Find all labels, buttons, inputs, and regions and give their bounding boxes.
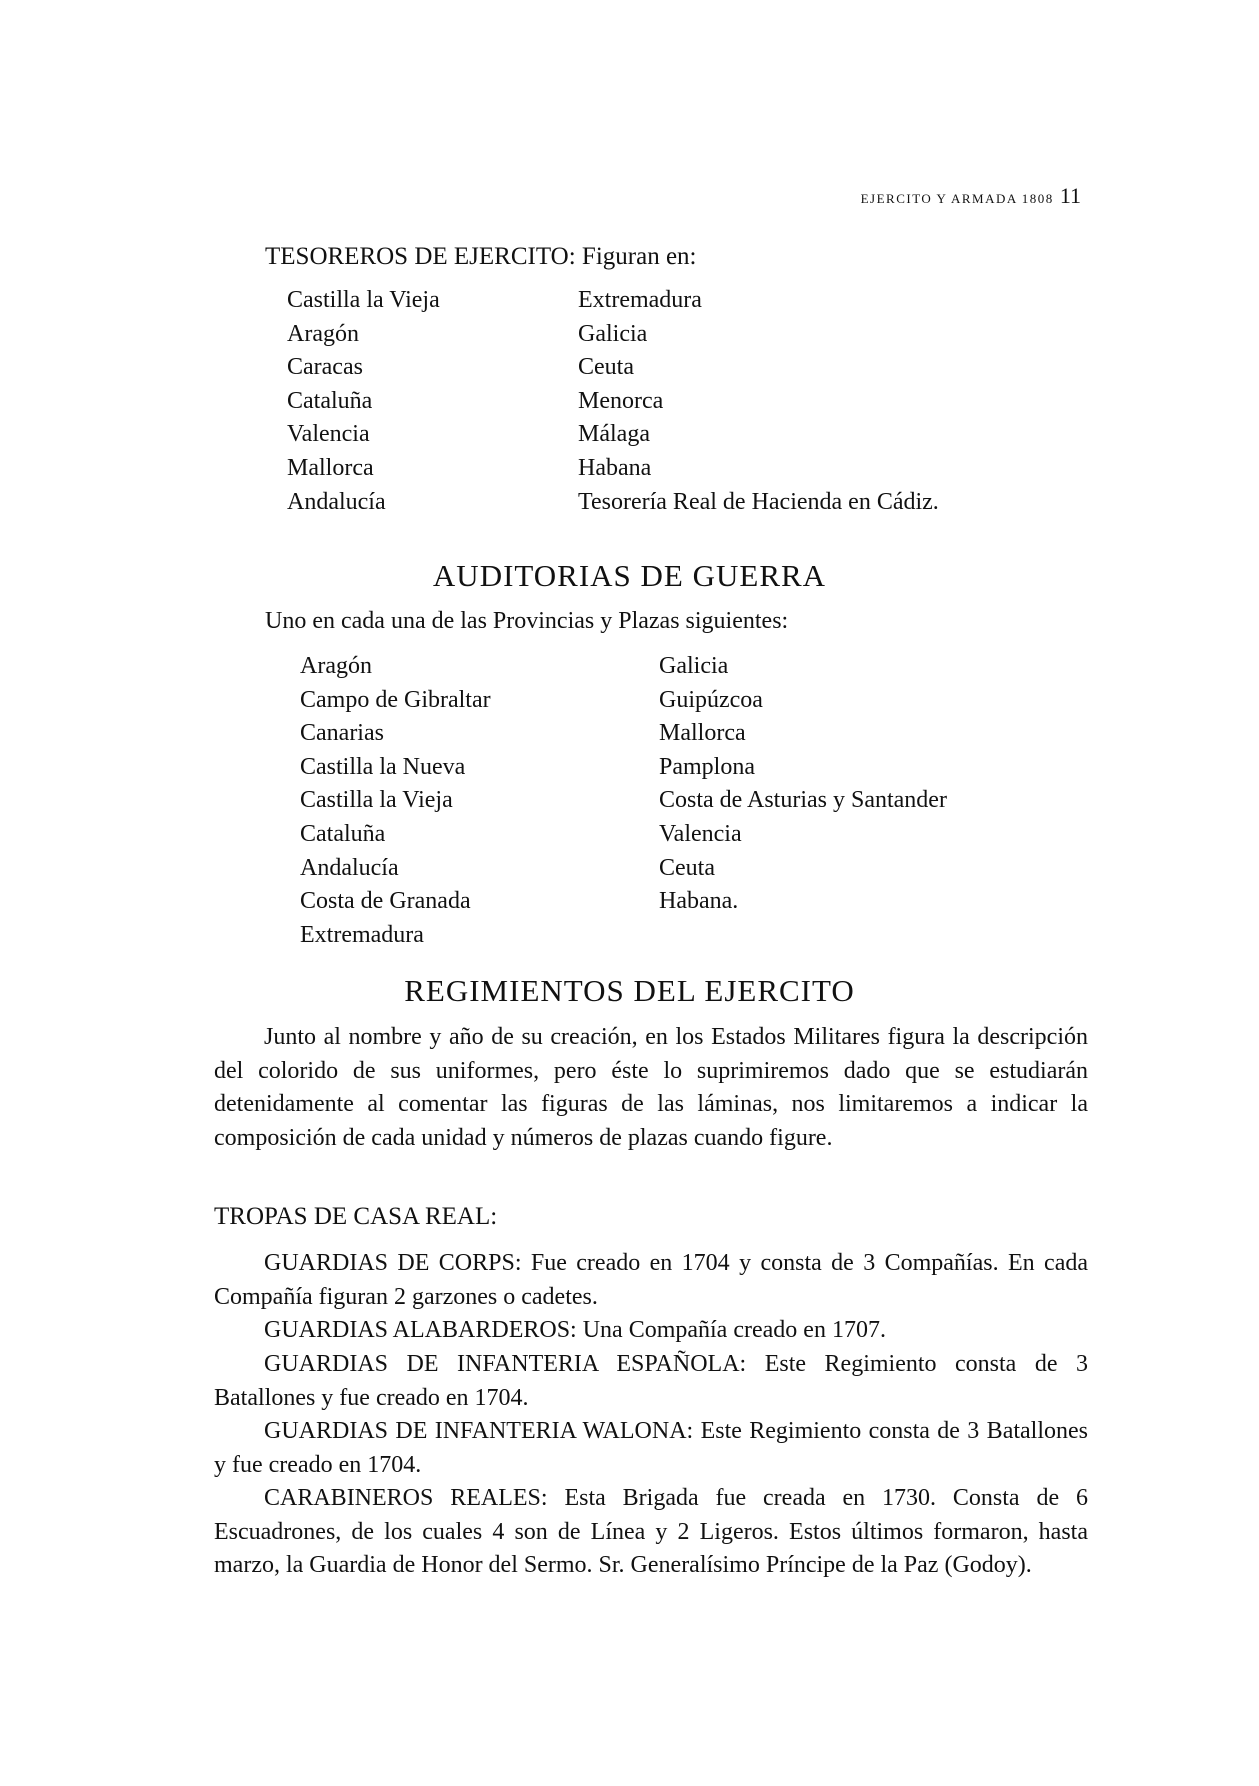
list-item: Andalucía	[287, 488, 386, 515]
entry-text: GUARDIAS DE INFANTERIA ESPAÑOLA: Este Regimiento consta de 3 Batallones y fue creado en 1704.	[214, 1351, 1088, 1411]
list-item: Extremadura	[578, 287, 702, 313]
list-item: Castilla la Nueva	[300, 753, 466, 780]
tropas-entry	[214, 1482, 1088, 1583]
tropas-entry	[214, 1348, 1088, 1415]
regimientos-paragraph	[214, 1021, 1088, 1155]
list-item: Aragón	[300, 653, 372, 679]
tropas-entry	[214, 1314, 1088, 1348]
list-item: Castilla la Vieja	[300, 787, 453, 814]
entry-text: GUARDIAS DE INFANTERIA WALONA: Este Regimiento consta de 3 Batallones y fue creado en 1704.	[214, 1418, 1088, 1478]
tropas-heading: TROPAS DE CASA REAL:	[214, 1203, 498, 1230]
list-item: Extremadura	[300, 921, 424, 948]
list-item: Habana	[578, 454, 652, 481]
list-item: Caracas	[287, 354, 363, 381]
list-item: Galicia	[659, 653, 729, 679]
list-item: Valencia	[287, 421, 370, 448]
list-item: Cataluña	[287, 387, 373, 414]
tesoreros-column-2	[578, 284, 939, 519]
list-item: Ceuta	[578, 354, 634, 381]
auditorias-column-1	[300, 650, 491, 952]
auditorias-intro: Uno en cada una de las Provincias y Plazas siguientes:	[265, 608, 789, 634]
entry-text: GUARDIAS ALABARDEROS: Una Compañía creado en 1707.	[264, 1317, 886, 1343]
page-number: 11	[1059, 183, 1081, 208]
list-item: Ceuta	[659, 854, 715, 881]
auditorias-title: AUDITORIAS DE GUERRA	[432, 558, 827, 593]
list-item: Galicia	[578, 320, 648, 347]
running-head	[861, 183, 1081, 209]
list-item: Costa de Asturias y Santander	[659, 787, 947, 814]
tropas-entry	[214, 1247, 1088, 1314]
list-item: Habana.	[659, 888, 739, 915]
list-item: Castilla la Vieja	[287, 287, 440, 313]
list-item: Menorca	[578, 387, 664, 414]
list-item: Málaga	[578, 421, 650, 448]
regimientos-title: REGIMIENTOS DEL EJERCITO	[404, 973, 855, 1008]
list-item: Mallorca	[659, 720, 746, 747]
list-item: Guipúzcoa	[659, 686, 763, 713]
entry-text: CARABINEROS REALES: Esta Brigada fue creada en 1730. Consta de 6 Escuadrones, de los cuales 4 son de Línea y 2 Ligeros. Estos últimos formaron, hasta marzo, la Guardia de Honor del Sermo. Sr. Generalísimo Príncipe de la Paz (Godoy).	[214, 1485, 1088, 1579]
list-item: Cataluña	[300, 820, 386, 847]
list-item: Andalucía	[300, 854, 399, 881]
tropas-entry	[214, 1415, 1088, 1482]
entry-text: GUARDIAS DE CORPS: Fue creado en 1704 y consta de 3 Compañías. En cada Compañía figuran 2 garzones o cadetes.	[214, 1250, 1088, 1310]
paragraph-text: Junto al nombre y año de su creación, en los Estados Militares figura la descripción del colorido de sus uniformes, pero éste lo suprimiremos dado que se estudiarán detenidamente al comentar las figuras de las láminas, nos limitaremos a indicar la composición de cada unidad y números de plazas cuando figure.	[214, 1024, 1088, 1151]
tesoreros-column-1	[287, 284, 440, 519]
list-item: Mallorca	[287, 454, 374, 481]
list-item: Costa de Granada	[300, 888, 471, 915]
list-item: Valencia	[659, 820, 742, 847]
list-item: Aragón	[287, 320, 359, 347]
list-item: Pamplona	[659, 753, 755, 780]
running-head-title: EJERCITO Y ARMADA 1808	[860, 191, 1054, 206]
list-item: Tesorería Real de Hacienda en Cádiz.	[578, 488, 939, 515]
list-item: Canarias	[300, 720, 384, 747]
list-item: Campo de Gibraltar	[300, 686, 491, 713]
tesoreros-heading: TESOREROS DE EJERCITO: Figuran en:	[265, 243, 697, 270]
auditorias-column-2	[659, 650, 947, 919]
